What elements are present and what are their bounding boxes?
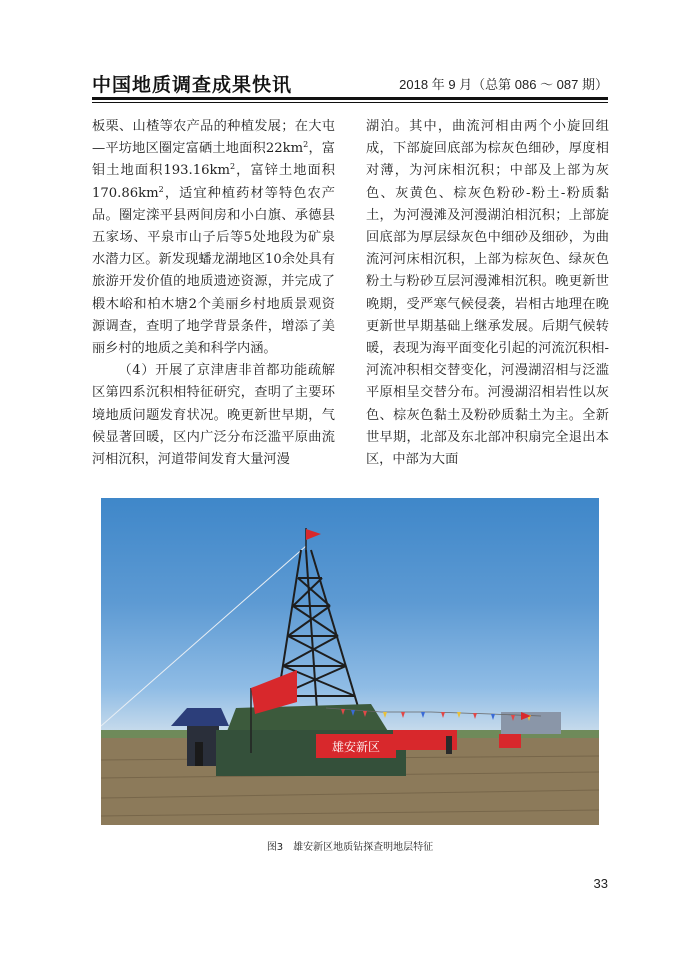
text-run: ，富锌土地面积170.86km bbox=[92, 163, 335, 201]
header-divider bbox=[92, 97, 608, 100]
header-divider-thin bbox=[92, 102, 608, 103]
banner-text: 雄安新区 bbox=[331, 740, 381, 754]
figure-caption: 图3 雄安新区地质钻探查明地层特征 bbox=[266, 842, 434, 853]
superscript: 2 bbox=[230, 162, 236, 172]
photo-illustration bbox=[101, 498, 599, 825]
text-column-right bbox=[366, 116, 609, 471]
paragraph: 湖泊。其中，曲流河相由两个小旋回组成，下部旋回底部为棕灰色细砂，厚度相对薄，为河床相沉积；中部及上部为灰色、灰黄色、棕灰色粉砂-粉土-粉质黏土，为河漫滩及河漫湖泊相沉积；上部旋回底部为厚层绿灰色中细砂及细砂，为曲流河河床相沉积，上部为棕灰色、绿灰色粉土与粉砂互层河漫滩相沉积。晚更新世晚期，受严寒气候侵袭，岩相古地理在晚更新世早期基础上继承发展。后期气候转暖，表现为海平面变化引起的河流沉积相-河流冲积相交替变化，河漫湖沼相与泛滥平原相呈交替分布。河漫湖沼相岩性以灰色、棕灰色黏土及粉砂质黏土为主。全新世早期，北部及东北部冲积扇完全退出本区，中部为大面 bbox=[366, 119, 609, 468]
drilling-site-photo bbox=[101, 498, 599, 825]
page-number: 33 bbox=[593, 876, 608, 891]
blue-canopy bbox=[171, 708, 229, 726]
top-flag bbox=[306, 529, 321, 540]
superscript: 2 bbox=[158, 184, 164, 194]
text-column-left bbox=[92, 116, 335, 471]
paragraph bbox=[92, 116, 335, 360]
text-run: ，富钼土地面积193.16km bbox=[92, 141, 335, 179]
text-run: ，适宜种植药材等特色农产品。圈定滦平县两间房和小白旗、承德县五家场、平泉市山子后等5处地段为矿泉水潜力区。新发现蟠龙湖地区10余处具有旅游开发价值的地质遗迹资源，并完成了椴木峪和柏木塘2个美丽乡村地质景观资源调查，查明了地学背景条件，增添了美丽乡村的地质之美和科学内涵。 bbox=[92, 185, 335, 357]
person bbox=[195, 742, 203, 766]
journal-title: 中国地质调查成果快讯 bbox=[92, 74, 293, 96]
superscript: 2 bbox=[303, 140, 309, 150]
issue-info: 2018 年 9 月（总第 086 ～ 087 期） bbox=[399, 77, 608, 92]
paragraph: （4）开展了京津唐非首都功能疏解区第四系沉积相特征研究，查明了主要环境地质问题发育状况。晚更新世早期，气候显著回暖，区内广泛分布泛滥平原曲流河相沉积，河道带间发育大量河漫 bbox=[92, 363, 335, 468]
text-run: 板栗、山楂等农产品的种植发展；在大屯—平坊地区圈定富硒土地面积22km bbox=[92, 119, 335, 157]
